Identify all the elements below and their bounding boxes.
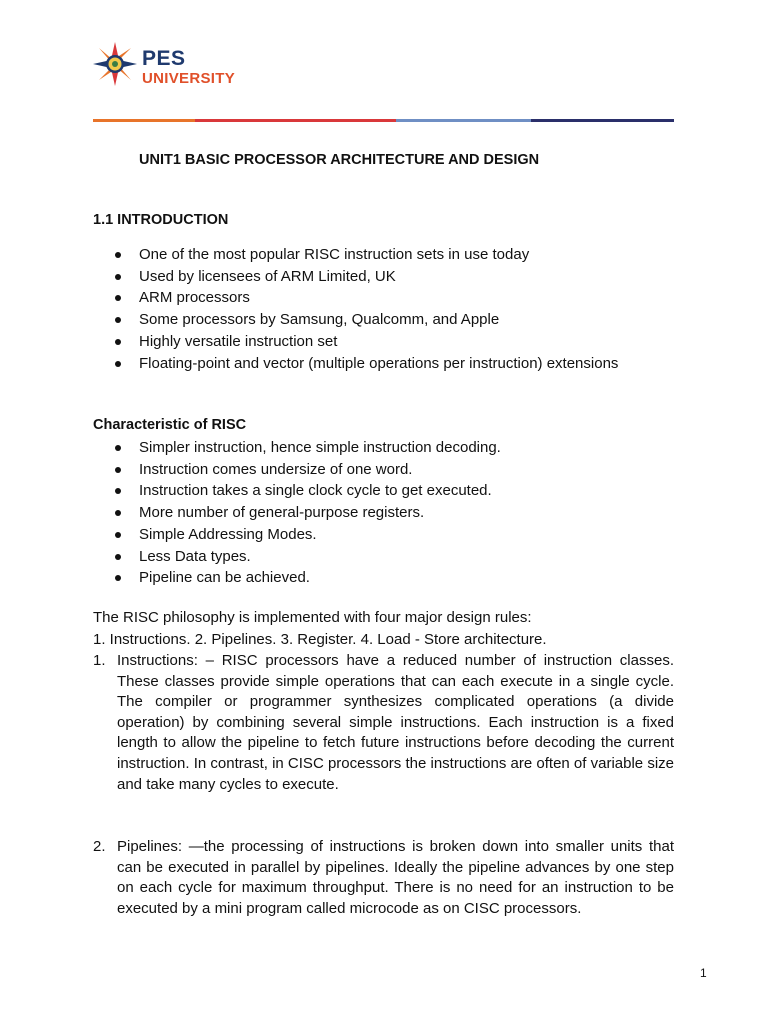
list-item: More number of general-purpose registers.	[93, 502, 674, 524]
characteristics-bullet-list	[93, 437, 674, 589]
list-item: Instruction takes a single clock cycle to get executed.	[93, 480, 674, 502]
list-item: ARM processors	[93, 287, 674, 309]
list-item: Floating-point and vector (multiple operations per instruction) extensions	[93, 353, 674, 375]
list-item: Simpler instruction, hence simple instruction decoding.	[93, 437, 674, 459]
list-item: Less Data types.	[93, 546, 674, 568]
list-item: One of the most popular RISC instruction sets in use today	[93, 244, 674, 266]
section-heading-introduction: 1.1 INTRODUCTION	[93, 212, 229, 228]
numbered-item-instructions	[93, 651, 674, 795]
item-number: 2.	[93, 838, 106, 855]
list-item: Instruction comes undersize of one word.	[93, 459, 674, 481]
philosophy-intro: The RISC philosophy is implemented with four major design rules:	[93, 609, 532, 626]
list-item: Simple Addressing Modes.	[93, 524, 674, 546]
item-text: Pipelines: —the processing of instructions is broken down into smaller units that can be executed in parallel by pipelines. Ideally the pipeline advances by one step on each cycle for maximum throughput. There is no need for an instruction to be executed by a mini program called microcode as on CISC processors.	[117, 838, 674, 917]
item-text: Instructions: – RISC processors have a reduced number of instruction classes. These classes provide simple operations that can each execute in a single cycle. The compiler or programmer synthesizes complicated operations (a divide operation) by combining several simple instructions. Each instruction is a fixed length to allow the pipeline to fetch future instructions before decoding the current instruction. In contrast, in CISC processors the instructions are often of variable size and take many cycles to execute.	[117, 652, 674, 793]
unit-title: UNIT1 BASIC PROCESSOR ARCHITECTURE AND DESIGN	[139, 152, 540, 168]
rule-segment-red	[195, 119, 396, 122]
design-rules-summary: 1. Instructions. 2. Pipelines. 3. Register. 4. Load - Store architecture.	[93, 631, 547, 648]
rule-segment-navy	[531, 119, 674, 122]
list-item: Used by licensees of ARM Limited, UK	[93, 266, 674, 288]
page-number: 1	[700, 966, 707, 980]
logo-text-pes: PES	[142, 47, 186, 70]
rule-segment-blue	[396, 119, 531, 122]
list-item: Pipeline can be achieved.	[93, 567, 674, 589]
rule-segment-orange	[93, 119, 195, 122]
header-color-rule	[93, 119, 674, 122]
list-item: Highly versatile instruction set	[93, 331, 674, 353]
list-item: Some processors by Samsung, Qualcomm, and Apple	[93, 309, 674, 331]
section-heading-characteristics: Characteristic of RISC	[93, 417, 247, 433]
pes-university-logo	[93, 42, 253, 92]
logo-text-university: UNIVERSITY	[142, 70, 236, 87]
numbered-item-pipelines	[93, 837, 674, 919]
compass-emblem-icon	[93, 42, 137, 86]
introduction-bullet-list	[93, 244, 674, 374]
item-number: 1.	[93, 652, 106, 669]
